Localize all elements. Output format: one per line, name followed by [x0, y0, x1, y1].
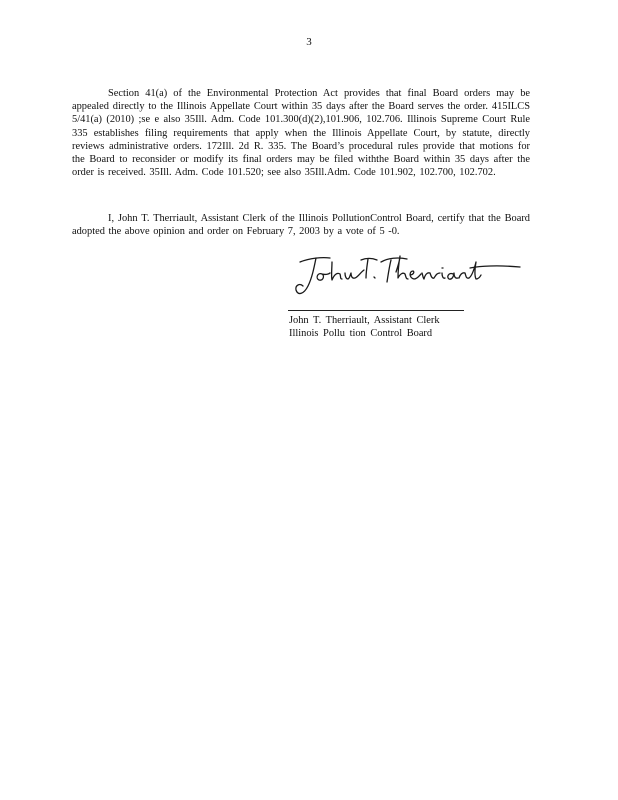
signer-organization: Illinois Pollu tion Control Board	[289, 328, 433, 340]
signature-block	[289, 314, 440, 340]
signature-line	[288, 310, 464, 311]
certification-text: I, John T. Therriault, Assistant Clerk of the Illinois PollutionControl Board, certify that the Board adopted the above opinion and order on February 7, 2003 by a vote of 5 -0.	[72, 213, 530, 238]
page-number: 3	[306, 36, 312, 48]
appeal-rights-text: Section 41(a) of the Environmental Protection Act provides that final Board orders may be appealed directly to the Illinois Appellate Court within 35 days after the Board serves the order. 415ILCS 5/41(a) (2010) ;se e also 35Ill. Adm. Code 101.300(d)(2),101.906, 102.706. Illinois Supreme Court Rule 335 establishes filing requirements that apply when the Illinois Appellate Court, by statute, directly reviews administrative orders. 172Ill. 2d R. 335. The Board’s procedural rules provide that motions for the Board to reconsider or modify its final orders may be filed withthe Board within 35 days after the order is received. 35Ill. Adm. Code 101.520; see also 35Ill.Adm. Code 101.902, 102.700, 102.702.	[72, 88, 530, 179]
appeal-rights-paragraph	[72, 87, 530, 179]
certification-paragraph	[72, 212, 530, 238]
handwritten-signature	[288, 248, 528, 304]
signer-name-title: John T. Therriault, Assistant Clerk	[289, 315, 440, 326]
signature-image	[288, 248, 528, 304]
